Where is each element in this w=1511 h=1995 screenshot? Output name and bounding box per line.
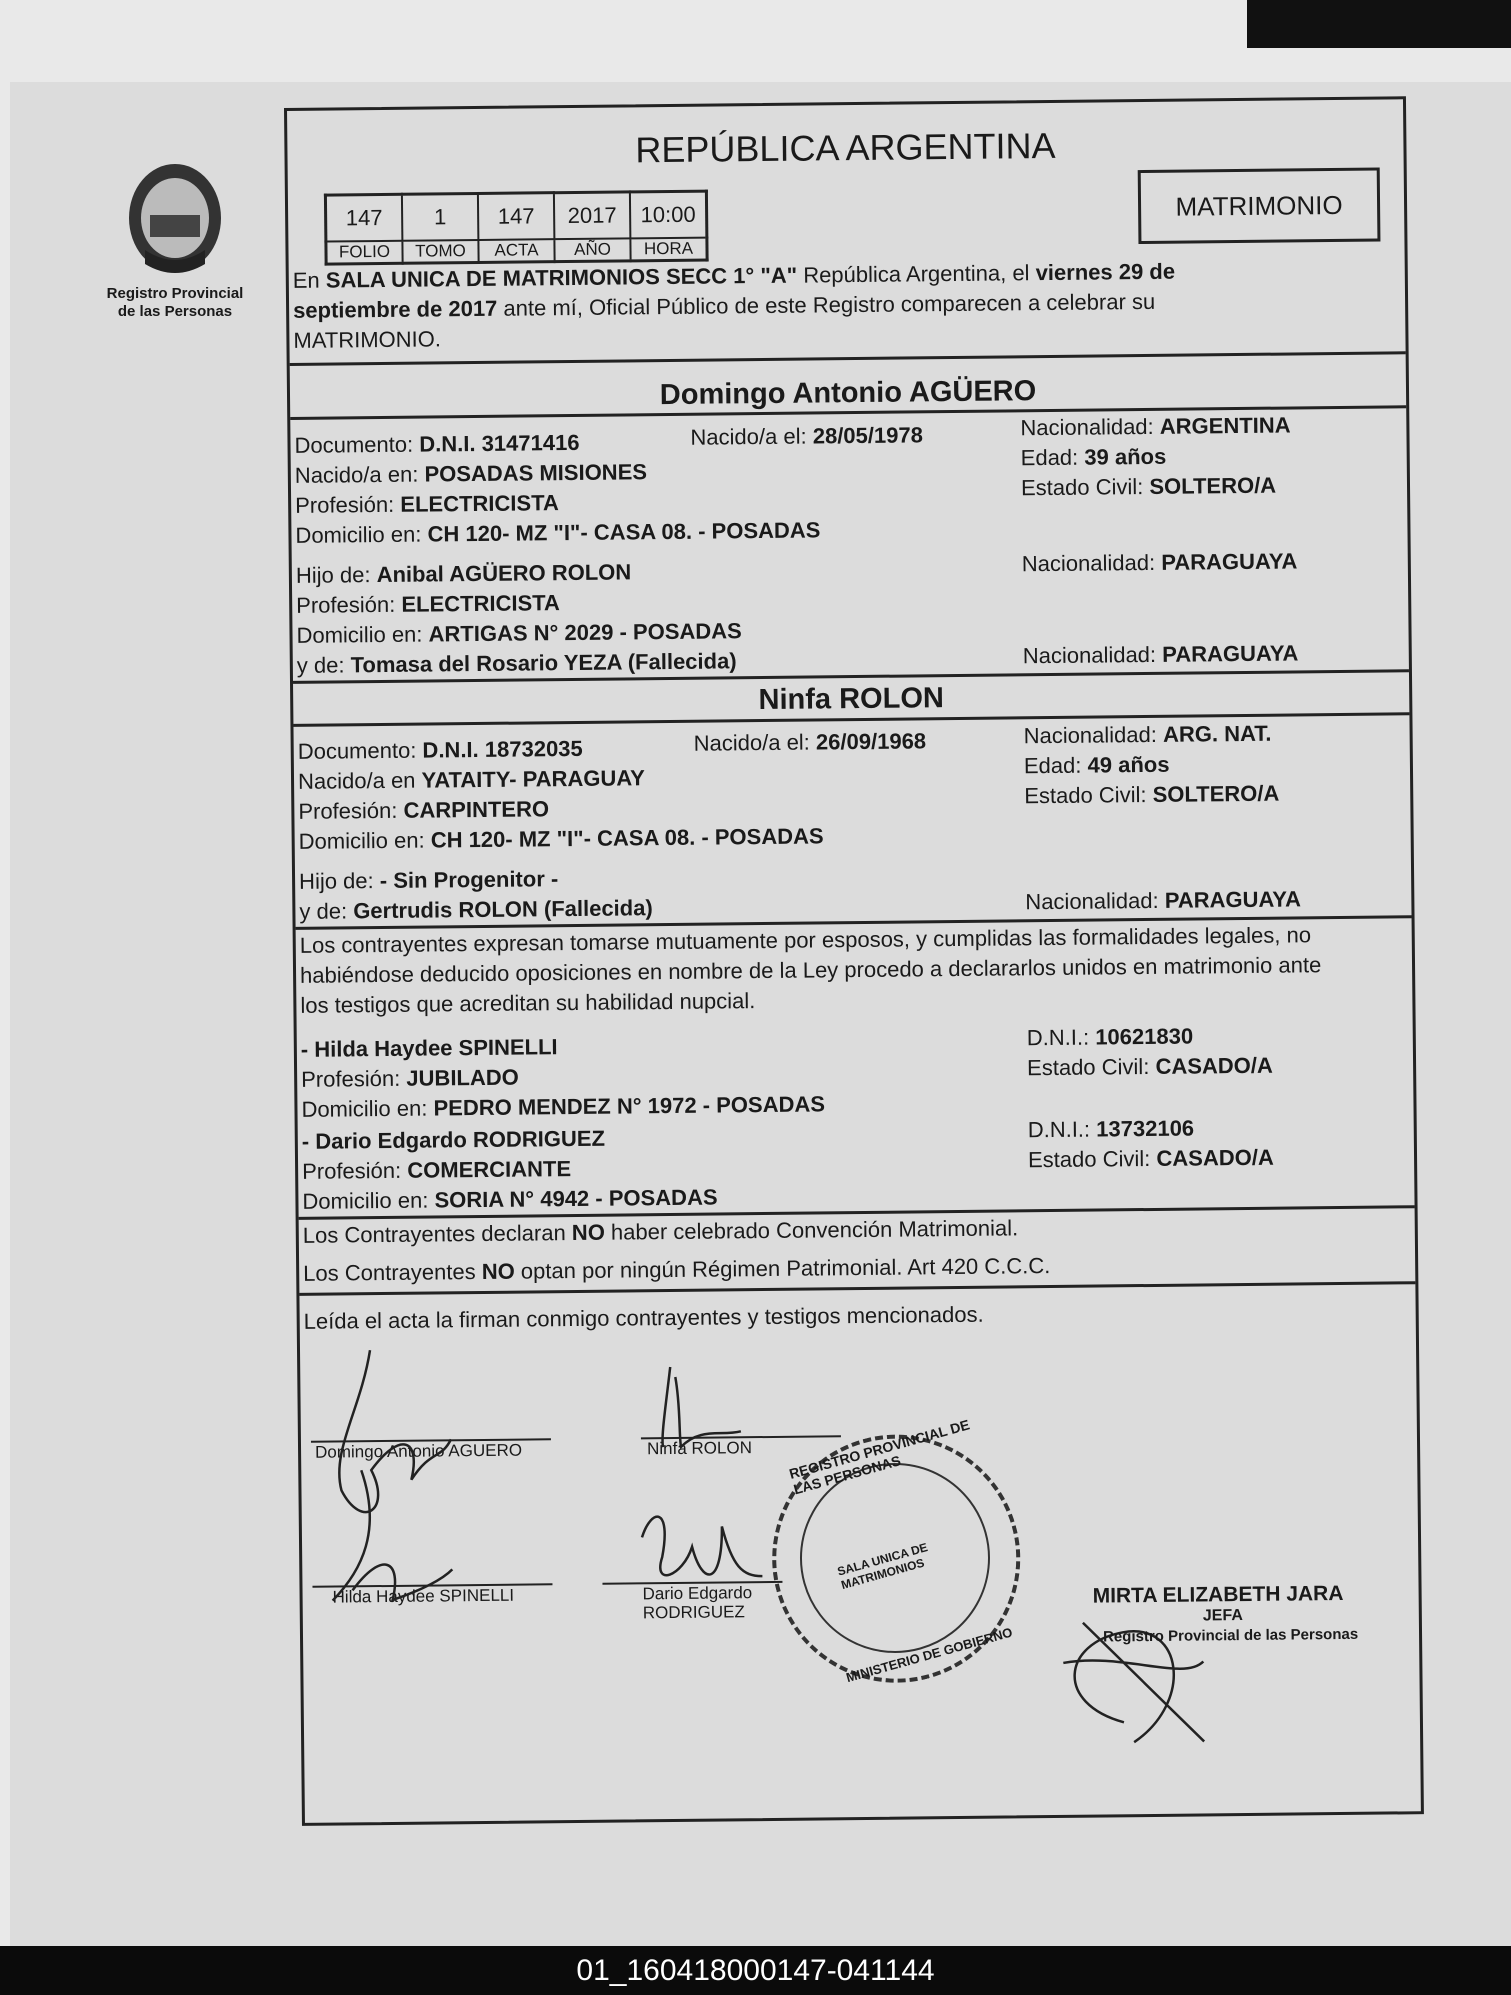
- signature-label-witness-1: Hilda Haydee SPINELLI: [332, 1585, 515, 1607]
- document-title: REPÚBLICA ARGENTINA: [635, 124, 1056, 171]
- declaration-line-3: los testigos que acreditan su habilidad nupcial.: [300, 988, 756, 1018]
- signature-label-bride: Ninfa ROLON: [646, 1438, 753, 1459]
- official-name: MIRTA ELIZABETH JARA: [1092, 1581, 1344, 1608]
- stamp-inner-text: SALA UNICA DE MATRIMONIOS: [835, 1540, 930, 1593]
- acta-label: ACTA: [478, 239, 554, 262]
- declaration-line-1: Los contrayentes expresan tomarse mutuamente por esposos, y cumplidas las formalidades legales, no: [299, 922, 1312, 958]
- record-meta-table: [324, 190, 709, 266]
- witness-1: - Hilda Haydee SPINELLI D.N.I.: 10621830 Profesión: JUBILADO Estado Civil: CASADO/A Domicilio en: PEDRO MENDEZ N° 1972 - POSADAS: [300, 1023, 1273, 1122]
- declaration-line-2: habiéndose deducido oposiciones en nombre de la Ley procedo a declararlos unidos en matrimonio ante: [299, 952, 1322, 988]
- acta-value: 147: [478, 193, 554, 240]
- folio-label: FOLIO: [326, 241, 403, 264]
- witness-2: - Dario Edgardo RODRIGUEZ D.N.I.: 13732106 Profesión: COMERCIANTE Estado Civil: CASADO/A Domicilio en: SORIA N° 4942 - POSADAS: [301, 1115, 1274, 1214]
- anio-label: AÑO: [554, 238, 630, 261]
- dark-corner: [1247, 0, 1511, 48]
- official-office: Registro Provincial de las Personas: [1102, 1625, 1359, 1646]
- closing-text: Leída el acta la firman conmigo contrayentes y testigos mencionados.: [303, 1301, 984, 1334]
- signature-label-groom: Domingo Antonio AGUERO: [314, 1440, 523, 1462]
- file-id-footer: 01_160418000147-041144: [0, 1946, 1511, 1995]
- stamp-bottom-text: MINISTERIO DE GOBIERNO: [844, 1624, 1015, 1686]
- convention-line-2: Los Contrayentes NO optan por ningún Régimen Patrimonial. Art 420 C.C.C.: [303, 1253, 1051, 1286]
- tomo-label: TOMO: [402, 240, 478, 263]
- record-type-box: MATRIMONIO: [1138, 168, 1381, 245]
- spouse2-details: Documento: D.N.I. 18732035 Nacido/a el: 26/09/1968 Nacionalidad: ARG. NAT. Edad: 49 años Estado Civil: SOLTERO/A Nacido/a en YATAITY- PARAGUAY Profesión: CARPINTERO Domicilio en: CH 120- MZ "I"- CASA 08. - POSADAS Hijo de: - Sin Progenitor - y de: Gertrudis ROLON (Fallecida) Nacionalidad: PARAGUAYA: [297, 720, 1302, 924]
- hora-label: HORA: [630, 238, 707, 261]
- signature-label-witness-2b: RODRIGUEZ: [642, 1602, 745, 1623]
- convention-line-1: Los Contrayentes declaran NO haber celebrado Convención Matrimonial.: [302, 1215, 1019, 1248]
- stamp-ring-text: REGISTRO PROVINCIAL DE LAS PERSONAS: [787, 1416, 972, 1498]
- intro-line-2: septiembre de 2017 ante mí, Oficial Público de este Registro comparecen a celebrar su: [292, 288, 1156, 323]
- marriage-certificate-form: [284, 96, 1424, 1826]
- spouse2-name: Ninfa ROLON: [758, 682, 945, 717]
- intro-line-3: MATRIMONIO.: [293, 326, 442, 353]
- province-seal-icon: [120, 160, 230, 280]
- anio-value: 2017: [554, 192, 630, 239]
- spouse1-details: Documento: D.N.I. 31471416 Nacido/a el: 28/05/1978 Nacionalidad: ARGENTINA Edad: 39 años Estado Civil: SOLTERO/A Nacido/a en: POSADAS MISIONES Profesión: ELECTRICISTA Domicilio en: CH 120- MZ "I"- CASA 08. - POSADAS Hijo de: Anibal AGÜERO ROLON Nacionalidad: PARAGUAYA Profesión: ELECTRICISTA Domicilio en: ARTIGAS N° 2029 - POSADAS y de: Tomasa del Rosario YEZA (Fallecida) Nacionalidad: PARAGUAYA: [294, 412, 1299, 678]
- registry-logo: [100, 160, 250, 321]
- logo-caption-2: de las Personas: [117, 303, 233, 320]
- folio-value: 147: [325, 194, 402, 241]
- tomo-value: 1: [402, 193, 478, 240]
- signature-label-witness-2a: Dario Edgardo: [642, 1583, 753, 1604]
- divider: [290, 351, 1406, 366]
- intro-line-1: En SALA UNICA DE MATRIMONIOS SECC 1° "A" República Argentina, el viernes 29 de: [292, 258, 1176, 293]
- official-role: JEFA: [1202, 1607, 1243, 1625]
- spouse1-name: Domingo Antonio AGÜERO: [659, 375, 1037, 412]
- hora-value: 10:00: [630, 191, 707, 238]
- logo-caption-1: Registro Provincial: [106, 285, 244, 302]
